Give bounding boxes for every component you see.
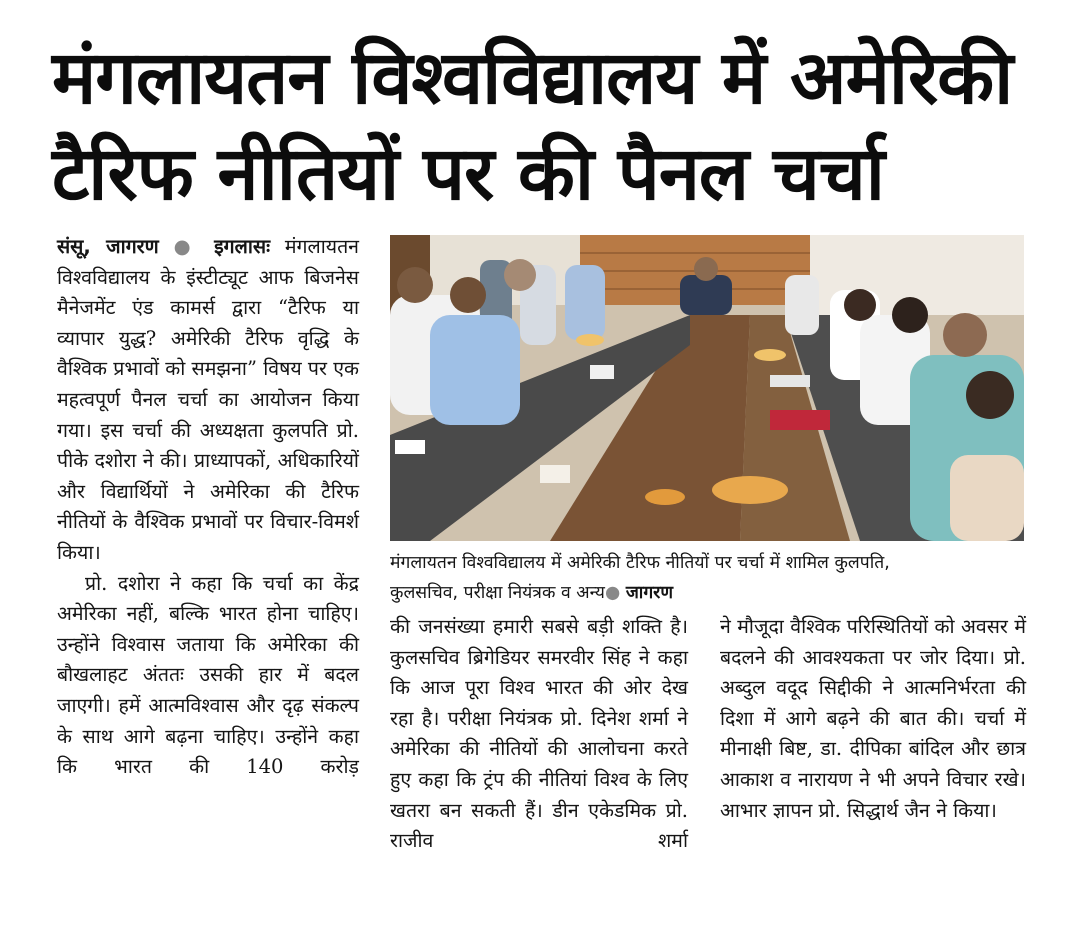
event-photo xyxy=(390,235,1024,541)
column-3-text: ने मौजूदा वैश्विक परिस्थितियों को अवसर में बदलने की आवश्यकता पर जोर दिया। प्रो. अब्दुल वदूद सिद्दीकी ने आत्मनिर्भरता की दिशा में आगे बढ़ने की बात की। चर्चा में मीनाक्षी बिष्ट, डा. दीपिका बांदिल और छात्र आकाश व नारायण ने भी अपने विचार रखे। आभार ज्ञापन प्रो. सिद्धार्थ जैन ने किया। xyxy=(720,615,1026,822)
column-2-text: की जनसंख्या हमारी सबसे बड़ी शक्ति है। कुलसचिव ब्रिगेडियर समरवीर सिंह ने कहा कि आज पूरा विश्व भारत की ओर देख रहा है। परीक्षा नियंत्रक प्रो. दिनेश शर्मा ने अमेरिका की नीतियों की आलोचना करते हुए कहा कि ट्रंप की नीतियां विश्व के लिए खतरा बन सकती हैं। डीन एकेडमिक प्रो. राजीव शर्मा xyxy=(390,615,688,853)
caption-text: कुलसचिव, परीक्षा नियंत्रक व अन्य xyxy=(390,583,605,603)
caption-bullet: ● xyxy=(604,583,621,603)
headline-line-2: टैरिफ नीतियों पर की पैनल चर्चा xyxy=(52,131,884,217)
lead-text: मंगलायतन विश्वविद्यालय के इंस्टीट्यूट आफ बिजनेस मैनेजमेंट एंड कामर्स द्वारा “टैरिफ या व्यापार युद्ध? अमेरिकी टैरिफ वृद्धि के वैश्विक प्रभावों को समझना” विषय पर एक महत्वपूर्ण पैनल चर्चा का आयोजन किया गया। इस चर्चा की अध्यक्षता कुलपति प्रो. पीके दशोरा ने की। प्राध्यापकों, अधिकारियों और विद्यार्थियों ने अमेरिका की टैरिफ नीतियों के वैश्विक प्रभावों पर विचार-विमर्श किया। xyxy=(57,235,360,564)
article-column-1 xyxy=(57,232,359,783)
photo-caption xyxy=(390,548,1030,608)
caption-line-1: मंगलायतन विश्वविद्यालय में अमेरिकी टैरिफ नीतियों पर चर्चा में शामिल कुलपति, xyxy=(390,553,890,573)
dateline-place: इगलासः xyxy=(214,235,271,258)
lead-paragraph xyxy=(57,232,359,569)
headline-line-1: मंगलायतन विश्वविद्यालय में अमेरिकी xyxy=(52,35,1013,121)
dateline-bullet: ● xyxy=(173,235,200,258)
caption-line-2 xyxy=(390,578,1030,608)
article-column-3 xyxy=(720,612,1026,826)
article-column-2 xyxy=(390,612,688,857)
paragraph-2: प्रो. दशोरा ने कहा कि चर्चा का केंद्र अमेरिका नहीं, बल्कि भारत होना चाहिए। उन्होंने विश्वास जताया कि अमेरिका की बौखलाहट अंततः उसकी हार में बदल जाएगी। हमें आत्मविश्वास और दृढ़ संकल्प के साथ आगे बढ़ना चाहिए। उन्होंने कहा कि भारत की 140 करोड़ xyxy=(57,571,359,779)
caption-credit: जागरण xyxy=(625,583,673,603)
headline xyxy=(52,30,1052,222)
dateline: संसू, जागरण xyxy=(57,235,159,258)
